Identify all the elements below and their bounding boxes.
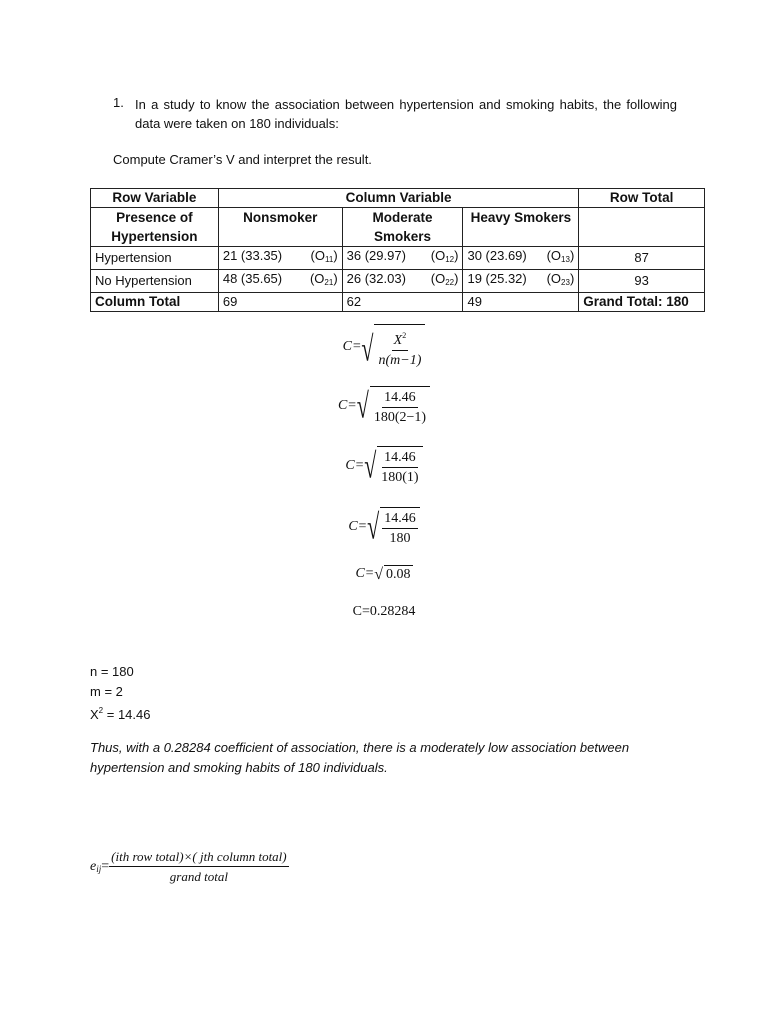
fraction-denominator: 180(2−1) [373,410,427,425]
formula-lhs: C= [355,566,375,581]
variable-m: m = 2 [90,683,123,699]
row-total-cell: 87 [579,247,705,270]
contingency-table [90,188,705,312]
fraction [372,389,428,426]
formula-general [0,324,768,369]
formula-lhs: C= [337,398,357,413]
fraction-numerator: 14.46 [382,449,418,468]
observed-expected: 30 (23.69) [467,248,527,263]
fraction-denominator: 180(1) [381,470,419,485]
fraction: $\frac{X^2}{n(m-1)}$ [376,327,423,369]
grand-total-cell: Grand Total: 180 [579,293,705,312]
fraction-denominator: 180 [389,531,411,546]
radicand-value: 0.08 [386,567,411,582]
cell-symbol: $(O_{11})$ [310,248,338,264]
equals-sign: = [101,858,110,874]
column-total-cell: 62 [342,293,463,312]
header-empty-cell [579,208,705,247]
row-label: Hypertension [91,247,219,270]
formula-lhs: C= [348,519,368,534]
table-cell [342,247,463,270]
header-nonsmoker: Nonsmoker [218,208,342,247]
header-presence: Presence of Hypertension [91,208,219,247]
fraction-numerator: 14.46 [382,510,418,529]
formula-lhs: C= [345,458,365,473]
column-total-cell: 49 [463,293,579,312]
question-number: 1. [113,95,124,110]
row-total-cell: 93 [579,270,705,293]
fraction-numerator: (ith row total)×( jth column total) [109,848,288,867]
square-root: √ $\frac{14.46}{180(2-1)}$ [357,386,430,426]
fraction [109,848,288,885]
expected-frequency-formula [90,848,289,885]
table-row [91,270,705,293]
table-cell [218,247,342,270]
table-cell [463,247,579,270]
formula-substituted [0,386,768,426]
column-total-cell: 69 [218,293,342,312]
formula-result: C=0.28284 [352,604,416,619]
table-subheader-row [91,208,705,247]
cell-symbol: $(O_{23})$ [546,271,575,287]
column-total-row [91,293,705,312]
fraction-numerator: 14.46 [382,389,418,408]
question-instruction: Compute Cramer’s V and interpret the result. [113,152,372,167]
fraction [382,510,418,547]
cell-symbol: $(O_{13})$ [546,248,575,264]
formula-step3 [0,446,768,486]
variables-list [90,662,150,725]
fraction-denominator: n(m−1) [378,353,422,368]
header-column-variable: Column Variable [218,189,578,208]
observed-expected: 48 (35.65) [222,271,283,286]
square-root: √ $\frac{14.46}{180(1)}$ [364,446,422,486]
interpretation-text: Thus, with a 0.28284 coefficient of association, there is a moderately low association between hypertension and smoking habits of 180 individuals. [90,740,630,775]
square-root: √ 0.08 [374,566,411,583]
cell-symbol: $(O_{22})$ [430,271,459,287]
table-cell [463,270,579,293]
formula-lhs: $e_{ij}$ [90,858,102,874]
table-cell [342,270,463,293]
row-label: No Hypertension [91,270,219,293]
formula-step5 [0,565,768,583]
observed-expected: 19 (25.32) [467,271,527,286]
table-header-row [91,189,705,208]
header-row-variable: Row Variable [91,189,219,208]
header-row-total: Row Total [579,189,705,208]
formula-lhs: C= [342,338,362,354]
observed-expected: 36 (29.97) [346,248,406,263]
square-root: √ $\frac{14.46}{180}$ [367,507,420,547]
variable-chi-square: $X^2 = 14.46$ [90,706,151,722]
question-text: In a study to know the association between hypertension and smoking habits, the following data were taken on 180 individuals: [135,97,677,131]
observed-expected: 26 (32.03) [346,271,406,286]
cell-symbol: $(O_{12})$ [430,248,459,264]
fraction-denominator: grand total [169,869,228,884]
square-root: √ $\frac{X^2}{n(m-1)}$ [361,324,425,369]
table-cell [218,270,342,293]
header-moderate: Moderate Smokers [342,208,463,247]
header-heavy: Heavy Smokers [463,208,579,247]
variable-n: n = 180 [90,664,134,679]
observed-expected: 21 (33.35) [222,248,283,263]
table-row [91,247,705,270]
formula-step4 [0,507,768,547]
column-total-label: Column Total [91,293,219,312]
fraction [379,449,420,486]
cell-symbol: $(O_{21})$ [309,271,338,287]
